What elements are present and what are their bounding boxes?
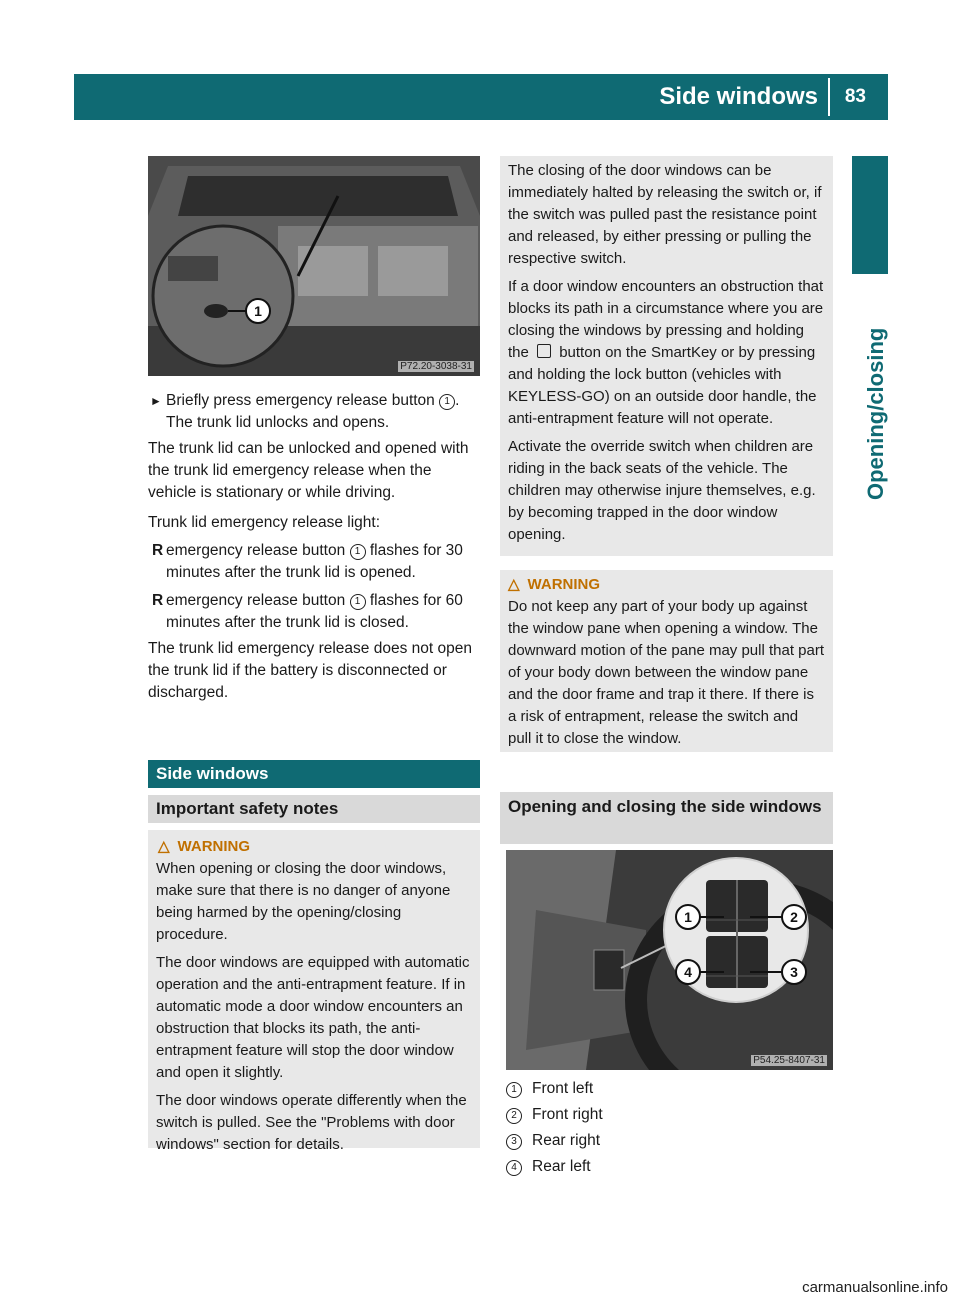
paragraph: Trunk lid emergency release light: <box>148 514 381 531</box>
warning-title: WARNING <box>527 576 601 593</box>
info-paragraph: The closing of the door windows can be immediately halted by releasing the switch or, if the switch was pulled past the resistance point and released, by either pressing or pulling the respective switch. <box>508 162 822 267</box>
paragraph: The trunk lid can be unlocked and opened with the trunk lid emergency release when the vehicle is stationary or while driving. <box>148 440 469 501</box>
subsection-title-2: Opening and closing the side windows <box>500 792 833 844</box>
step-text: Briefly press emergency release button <box>166 392 435 409</box>
bullet-icon: R <box>152 592 164 609</box>
step-callout: 1 <box>439 394 455 410</box>
legend-label: Rear right <box>532 1132 601 1149</box>
window-switch-photo <box>506 850 833 1070</box>
warning-paragraph: Do not keep any part of your body up against the window pane when opening a window. The downward motion of the pane may pull that part of your body down between the window pane and the door frame and trap it there. If there is a risk of entrapment, release the switch and pull it to close the window. <box>508 598 825 747</box>
legend-label: Front right <box>532 1106 603 1123</box>
side-tab-marker <box>852 156 888 274</box>
list-item <box>148 590 480 634</box>
legend-label: Front left <box>532 1080 594 1097</box>
info-box <box>500 156 833 556</box>
info-text: If a door window encounters an obstruction that blocks its path in a circumstance where you are closing the windows by pressing and holding the <box>508 278 824 361</box>
warning-title: WARNING <box>177 838 251 855</box>
trunk-photo <box>148 156 480 376</box>
legend-item <box>506 1132 600 1150</box>
legend-label: Rear left <box>532 1158 591 1175</box>
side-tab-text: Opening/closing <box>863 327 888 500</box>
page-number: 83 <box>844 86 866 107</box>
bullet-text: emergency release button <box>166 542 346 559</box>
section-title: Side windows <box>148 760 480 788</box>
photo-callout-1: 1 <box>254 303 262 319</box>
warning-paragraph: When opening or closing the door windows, make sure that there is no danger of anyone being harmed by the opening/closing procedure. <box>156 860 451 943</box>
switch-callout-4: 4 <box>684 964 692 980</box>
subsection-title: Important safety notes <box>148 795 480 823</box>
lock-icon <box>537 344 551 358</box>
switch-callout-2: 2 <box>790 909 798 925</box>
warning-box <box>148 830 480 1153</box>
legend-number: 4 <box>506 1160 522 1176</box>
step-end: . <box>455 392 460 409</box>
paragraph: The trunk lid emergency release does not open the trunk lid if the battery is disconnected or discharged. <box>148 640 472 701</box>
warning-box-2 <box>500 570 833 752</box>
step-result: The trunk lid unlocks and opens. <box>166 414 390 431</box>
step-arrow-icon: ► <box>150 394 162 408</box>
warning-heading <box>508 574 825 596</box>
bullet-text: flashes for 60 minutes after the trunk lid is closed. <box>166 592 463 631</box>
legend-number: 2 <box>506 1108 522 1124</box>
side-tab-label <box>855 300 891 500</box>
bullet-text: flashes for 30 minutes after the trunk lid is opened. <box>166 542 463 581</box>
list-item <box>148 540 480 584</box>
header-title: Side windows <box>659 83 818 110</box>
instruction-step <box>148 390 480 434</box>
left-column-text <box>148 390 480 704</box>
info-paragraph <box>508 276 825 430</box>
bullet-callout: 1 <box>350 594 366 610</box>
warning-paragraph: The door windows are equipped with automatic operation and the anti-entrapment feature. If in automatic mode a door window encounters an obstruction that blocks its path, the anti-entrapment feature will stop the door window and open it slightly. <box>156 954 470 1081</box>
info-text: button on the SmartKey or by pressing and holding the lock button (vehicles with KEYLESS-GO) on an outside door handle, the anti-entrapment feature will not operate. <box>508 344 817 427</box>
watermark: carmanualsonline.info <box>802 1279 948 1296</box>
bullet-text: emergency release button <box>166 592 346 609</box>
header-separator <box>828 78 830 116</box>
switch-callout-1: 1 <box>684 909 692 925</box>
warning-triangle-icon: △ <box>158 838 170 855</box>
legend-item <box>506 1158 591 1176</box>
legend-item <box>506 1080 593 1098</box>
switch-callout-3: 3 <box>790 964 798 980</box>
photo-code: P72.20-3038-31 <box>400 361 472 372</box>
photo-code: P54.25-8407-31 <box>753 1055 825 1066</box>
warning-paragraph: The door windows operate differently when the switch is pulled. See the "Problems with door windows" section for details. <box>156 1092 467 1153</box>
warning-triangle-icon: △ <box>508 576 520 593</box>
info-paragraph: Activate the override switch when children are riding in the back seats of the vehicle. The children may otherwise injure themselves, e.g. by becoming trapped in the door window opening. <box>508 438 816 543</box>
page-header <box>74 74 888 120</box>
warning-heading <box>158 836 472 858</box>
legend-item <box>506 1106 603 1124</box>
bullet-callout: 1 <box>350 544 366 560</box>
legend-number: 1 <box>506 1082 522 1098</box>
bullet-icon: R <box>152 542 164 559</box>
legend-number: 3 <box>506 1134 522 1150</box>
